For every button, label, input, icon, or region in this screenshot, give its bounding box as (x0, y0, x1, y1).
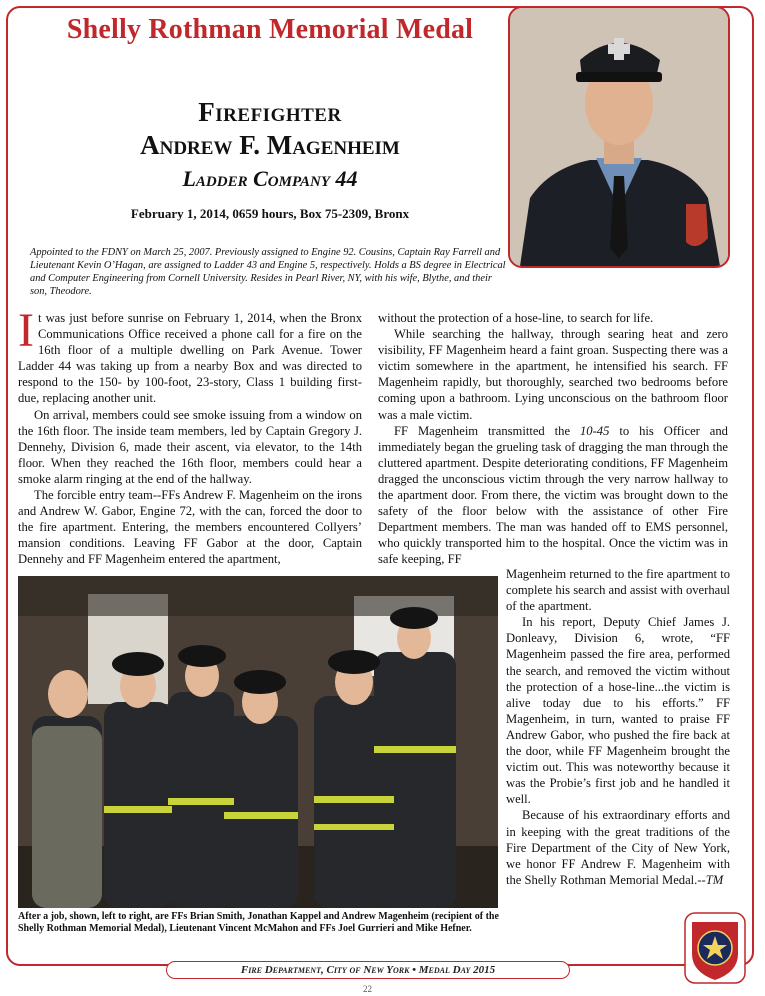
group-photo-illustration (18, 576, 498, 908)
drop-cap: I (18, 304, 34, 357)
article-paragraph: Magenheim returned to the fire apartment to complete his search and assist with overhaul of the apartment. (506, 567, 730, 614)
article-paragraph: The forcible entry team--FFs Andrew F. Magenheim on the irons and Andrew W. Gabor, Engine 72, with the can, forced the door to the fire apartment. Entering, the members encountered Collyers’ mansion conditions. Leaving FF Gabor at the door, Captain Dennehy and FF Magenheim entered the apartment, (18, 488, 362, 567)
article-paragraph (378, 423, 728, 568)
photo-caption: After a job, shown, left to right, are FFs Brian Smith, Jonathan Kappel and Andrew Magenheim (recipient of the Shelly Rothman Memorial Medal), Lieutenant Vincent McMahon and FFs Joel Gurrieri and Mike Hefner. (18, 911, 499, 934)
medal-title: Shelly Rothman Memorial Medal (66, 14, 474, 45)
article-paragraph (506, 807, 730, 887)
honoree-rank: Firefighter (198, 97, 342, 127)
honoree-portrait (508, 6, 730, 268)
honoree-company: Ladder Company 44 (182, 166, 358, 191)
radio-code: 10-45 (580, 423, 610, 438)
honoree-name: Andrew F. Magenheim (140, 130, 400, 160)
incident-dateline: February 1, 2014, 0659 hours, Box 75-2309, Bronx (130, 206, 410, 221)
article-column-left (18, 304, 362, 568)
article-paragraph: While searching the hallway, through searing heat and zero visibility, FF Magenheim heard a faint groan. Suspecting there was a victim somewhere in the apartment, he intensified his search. FF Magenheim rapidly, but thoroughly, searched two bedrooms before coming upon a bathroom. Lying unconscious on the bathroom floor was a male victim. (378, 327, 728, 422)
article-text: Because of his extraordinary efforts and in keeping with the great traditions of the Fire Department of the City of New York, we honor FF Andrew F. Magenheim with the Shelly Rothman Memorial Medal.-- (506, 808, 730, 887)
honoree-bio: Appointed to the FDNY on March 25, 2007. Previously assigned to Engine 92. Cousins, Captain Ray Farrell and Lieutenant Kevin O’Hagan, are assigned to Ladder 43 and Engine 5, respectively. Holds a BS degree in Electrical and Computer Engineering from Cornell University. Resides in Pearl River, NY, with his wife, Blythe, and their son, Theodore. (30, 247, 506, 297)
fdny-shield-logo-icon (684, 912, 746, 984)
article-text: t was just before sunrise on February 1, 2014, when the Bronx Communications Office received a phone call for a fire on the 16th floor of a multiple dwelling on Park Avenue. Tower Ladder 44 was taking up from a nearby Box and was directed to respond to the 150- by 100-foot, 23-story, Class 1 building first-due, replacing another unit. (18, 311, 362, 406)
page-number: 22 (363, 984, 372, 994)
article-paragraph: without the protection of a hose-line, to search for life. (378, 311, 654, 325)
article-column-right-lower (506, 566, 730, 888)
author-initials: TM (705, 872, 724, 887)
article-text: FF Magenheim transmitted the (394, 423, 580, 438)
portrait-illustration (510, 8, 728, 266)
article-paragraph: In his report, Deputy Chief James J. Donleavy, Division 6, wrote, “FF Magenheim passed the fire area, performed the search, and removed the victim without the protection of a hose-line...the victim is alive today due to his efforts.” FF Magenheim, in turn, wanted to praise FF Andrew Gabor, who pushed the fire back at the door, while FF Magenheim brought the victim out. This was noteworthy because it was the Probie’s first job and he handled it well. (506, 615, 730, 807)
article-column-right (378, 310, 728, 568)
honoree-heading (40, 96, 500, 222)
article-text: to his Officer and immediately began the grueling task of dragging the man through the cluttered apartment. Despite deteriorating conditions, FF Magenheim dragged the unconscious victim through the very narrow hallway to the apartment door. From there, the victim was brought down to the safety of the floor below with the assistance of other Fire Department members. The man was handed off to EMS personnel, who quickly transported him to the hospital. Once the victim was in safe keeping, FF (378, 423, 728, 567)
article-paragraph (18, 304, 362, 407)
footer-banner: Fire Department, City of New York • Medal Day 2015 (166, 961, 570, 979)
article-paragraph: On arrival, members could see smoke issuing from a window on the 16th floor. The inside team members, led by Captain Gregory J. Dennehy, Division 6, made their ascent, via elevator, to the 14th floor. When they reached the 16th floor, members could hear a smoke alarm ringing at the end of the hallway. (18, 407, 362, 486)
group-photo (18, 576, 498, 908)
